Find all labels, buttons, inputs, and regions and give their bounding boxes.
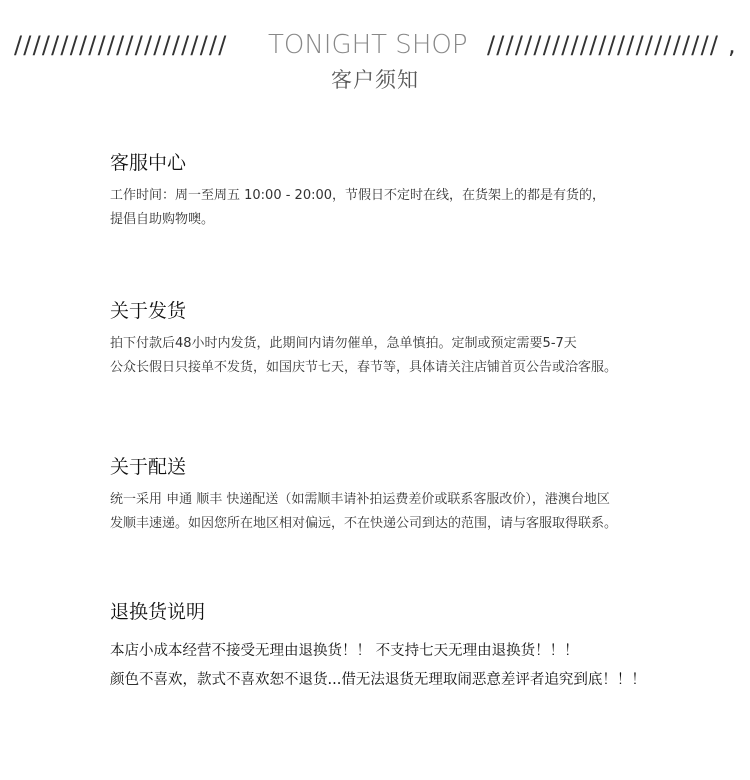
section-line: 提倡自助购物噢。 (110, 212, 215, 227)
section-title: 关于发货 (110, 300, 187, 322)
decorative-slashes-right: ///////////////////////// , (487, 31, 737, 59)
section-body (110, 488, 710, 536)
delivery-section (110, 454, 710, 536)
section-line: 颜色不喜欢，款式不喜欢恕不退货...借无法退货无理取闹恶意差评者追究到底！！！ (110, 672, 646, 688)
section-line: 拍下付款后48小时内发货，此期间内请勿催单，急单慎拍。定制或预定需要5-7天 (110, 336, 577, 351)
section-line: 发顺丰速递。如因您所在地区相对偏远，不在快递公司到达的范围，请与客服取得联系。 (110, 516, 618, 531)
returns-section (110, 599, 710, 695)
section-line: 公众长假日只接单不发货，如国庆节七天，春节等，具体请关注店铺首页公告或洽客服。 (110, 360, 618, 375)
customer-service-section (110, 150, 710, 232)
section-body (110, 332, 710, 380)
page-subtitle: 客户须知 (331, 68, 419, 92)
shop-name: TONIGHT SHOP (268, 30, 468, 60)
decorative-slashes-left: /////////////////////// (14, 31, 228, 59)
section-title: 关于配送 (110, 456, 187, 478)
section-title: 客服中心 (110, 152, 187, 174)
section-line: 本店小成本经营不接受无理由退换货！！ 不支持七天无理由退换货！！！ (110, 643, 579, 659)
shipping-section (110, 298, 710, 380)
section-body (110, 637, 710, 695)
section-title: 退换货说明 (110, 601, 206, 623)
section-body (110, 184, 710, 232)
shop-banner (0, 28, 750, 62)
section-line: 统一采用 申通 顺丰 快递配送（如需顺丰请补拍运费差价或联系客服改价），港澳台地区 (110, 492, 610, 507)
section-line: 工作时间：周一至周五 10:00 - 20:00，节假日不定时在线，在货架上的都是有货的， (110, 188, 606, 203)
